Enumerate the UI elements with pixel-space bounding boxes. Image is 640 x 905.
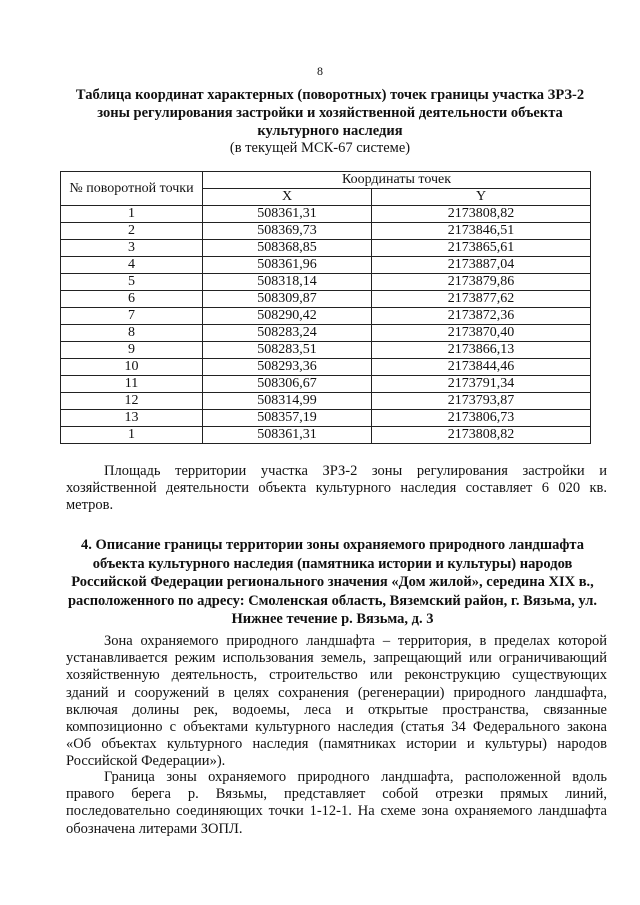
table-subtitle: (в текущей МСК-67 системе) <box>229 140 411 156</box>
area-paragraph: Площадь территории участка ЗРЗ-2 зоны регулирования застройки и хозяйственной деятельности объекта культурного наследия составляет 6 020 кв. метров. <box>66 463 607 514</box>
table-row <box>61 291 591 308</box>
cell-y: 2173866,13 <box>372 342 591 359</box>
table-row <box>61 223 591 240</box>
table-row <box>61 376 591 393</box>
cell-x: 508361,96 <box>203 257 372 274</box>
cell-y: 2173865,61 <box>372 240 591 257</box>
header-y: Y <box>372 189 591 206</box>
cell-y: 2173806,73 <box>372 410 591 427</box>
cell-y: 2173846,51 <box>372 223 591 240</box>
cell-y: 2173793,87 <box>372 393 591 410</box>
cell-x: 508309,87 <box>203 291 372 308</box>
table-row <box>61 240 591 257</box>
table-row <box>61 410 591 427</box>
header-coordinates: Координаты точек <box>203 172 591 189</box>
cell-point: 8 <box>61 325 203 342</box>
cell-point: 12 <box>61 393 203 410</box>
cell-y: 2173870,40 <box>372 325 591 342</box>
cell-y: 2173808,82 <box>372 206 591 223</box>
cell-point: 11 <box>61 376 203 393</box>
header-point-number: № поворотной точки <box>61 172 203 206</box>
cell-x: 508357,19 <box>203 410 372 427</box>
table-row <box>61 308 591 325</box>
cell-y: 2173887,04 <box>372 257 591 274</box>
cell-point: 5 <box>61 274 203 291</box>
cell-y: 2173844,46 <box>372 359 591 376</box>
cell-y: 2173879,86 <box>372 274 591 291</box>
cell-point: 7 <box>61 308 203 325</box>
header-x: X <box>203 189 372 206</box>
cell-y: 2173791,34 <box>372 376 591 393</box>
cell-y: 2173877,62 <box>372 291 591 308</box>
cell-x: 508290,42 <box>203 308 372 325</box>
cell-y: 2173808,82 <box>372 427 591 444</box>
cell-x: 508361,31 <box>203 206 372 223</box>
cell-point: 10 <box>61 359 203 376</box>
cell-point: 2 <box>61 223 203 240</box>
coordinates-table <box>60 171 591 444</box>
table-row <box>61 206 591 223</box>
cell-x: 508369,73 <box>203 223 372 240</box>
cell-point: 13 <box>61 410 203 427</box>
cell-point: 1 <box>61 427 203 444</box>
table-title: Таблица координат характерных (поворотных) точек границы участка ЗРЗ-2 зоны регулирования застройки и хозяйственной деятельности объекта культурного наследия <box>75 87 585 139</box>
table-row <box>61 342 591 359</box>
cell-point: 3 <box>61 240 203 257</box>
cell-x: 508318,14 <box>203 274 372 291</box>
cell-x: 508368,85 <box>203 240 372 257</box>
section-title: 4. Описание границы территории зоны охраняемого природного ландшафта объекта культурного наследия (памятника истории и культуры) народов Российской Федерации регионального значения «Дом жилой», середина XIX в., расположенного по адресу: Смоленская область, Вяземский район, г. Вязьма, ул. Нижнее течение р. Вязьма, д. 3 <box>67 537 598 627</box>
cell-point: 4 <box>61 257 203 274</box>
cell-x: 508283,51 <box>203 342 372 359</box>
cell-point: 1 <box>61 206 203 223</box>
cell-y: 2173872,36 <box>372 308 591 325</box>
table-row <box>61 427 591 444</box>
table-row <box>61 274 591 291</box>
table-row <box>61 393 591 410</box>
table-row <box>61 325 591 342</box>
page-number: 8 <box>317 64 323 78</box>
cell-x: 508306,67 <box>203 376 372 393</box>
table-row <box>61 257 591 274</box>
cell-x: 508361,31 <box>203 427 372 444</box>
cell-point: 6 <box>61 291 203 308</box>
cell-x: 508314,99 <box>203 393 372 410</box>
paragraph-zone-definition: Зона охраняемого природного ландшафта – территория, в пределах которой устанавливается режим использования земель, запрещающий или ограничивающий хозяйственную деятельность, строительство или реконструкцию существующих зданий и сооружений в целях сохранения (регенерации) природного ландшафта, включая долины рек, водоемы, леса и открытые пространства, связанные композиционно с объектами культурного наследия (статья 34 Федерального закона «Об объектах культурного наследия (памятниках истории и культуры) народов Российской Федерации»). <box>66 633 607 770</box>
cell-point: 9 <box>61 342 203 359</box>
table-row <box>61 359 591 376</box>
paragraph-zone-boundary: Граница зоны охраняемого природного ландшафта, расположенной вдоль правого берега р. Вязьмы, представляет собой отрезки прямых линий, последовательно соединяющих точки 1-12-1. На схеме зона охраняемого ландшафта обозначена литерами ЗОПЛ. <box>66 769 607 837</box>
cell-x: 508293,36 <box>203 359 372 376</box>
cell-x: 508283,24 <box>203 325 372 342</box>
